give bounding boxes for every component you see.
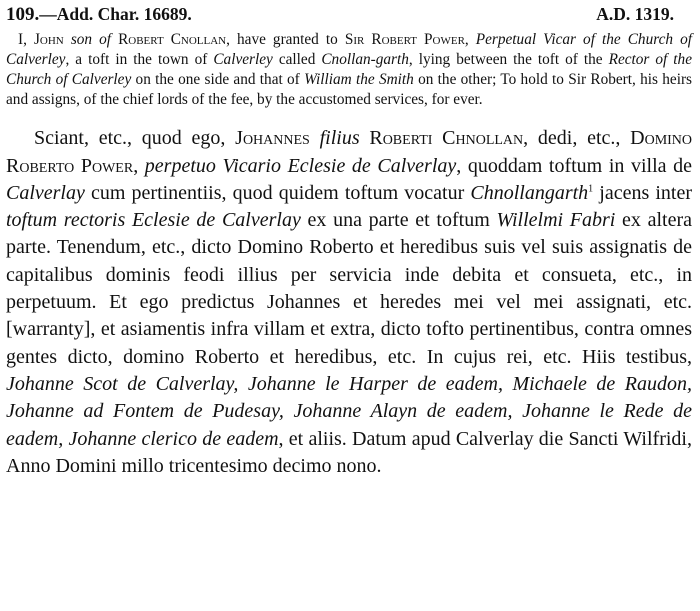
abstract-text: I, [18, 31, 34, 48]
abstract-name: John [33, 31, 64, 48]
abstract-text: , have granted to [226, 31, 345, 48]
latin-name: Johannes [235, 127, 310, 150]
abstract-text: , a toft in the town of [65, 51, 214, 68]
latin-name: Domino Roberto Power [6, 127, 693, 177]
latin-segment: Sciant, etc., quod ego, [34, 127, 236, 150]
latin-italic: Chnollangarth [470, 181, 589, 204]
latin-italic: filius [319, 127, 360, 150]
witness-list: Johanne Scot de Calverlay, Johanne le Harper de eadem, Michaele de Raudon, Johanne ad Fontem de Pudesay, Johanne Alayn de eadem, Johanne le Rede de eadem, Johanne clerico de eadem [6, 372, 692, 450]
english-abstract [6, 30, 692, 110]
latin-segment: , [133, 154, 145, 177]
latin-italic: toftum rectoris Eclesie de Calverlay [6, 209, 301, 232]
latin-segment: cum pertinentiis, quod quidem toftum vocatur [84, 181, 471, 204]
footnote-marker: 1 [588, 183, 594, 195]
abstract-name: Sir Robert Power [344, 31, 465, 48]
latin-segment: , dedi, etc., [523, 127, 631, 150]
abstract-text: , [464, 31, 476, 48]
latin-italic: Calverlay [6, 181, 85, 204]
latin-segment: , et aliis. Datum apud Calverlay die Sancti Wilfridi, Anno Domini millo tricentesimo decimo nono. [6, 427, 692, 477]
latin-segment: ex una parte et toftum [300, 209, 497, 232]
entry-number: 109. [6, 4, 40, 25]
abstract-italic: Cnollan-garth [321, 51, 409, 68]
entry-date: A.D. 1319. [596, 4, 674, 24]
abstract-text: , lying between the toft of the [408, 51, 609, 68]
latin-text [6, 125, 692, 480]
entry-heading [6, 4, 692, 26]
latin-italic: perpetuo Vicario Eclesie de Calverlay [144, 154, 457, 177]
abstract-italic: Calverley [213, 51, 273, 68]
charter-reference: —Add. Char. 16689. [39, 4, 192, 24]
latin-segment: , quoddam toftum in villa de [456, 154, 693, 177]
entry-reference [6, 4, 192, 26]
latin-name: Roberti Chnollan [369, 127, 524, 150]
latin-segment: jacens inter [593, 181, 692, 204]
abstract-italic: Perpetual Vicar of the Church of Calverley [6, 31, 692, 68]
abstract-text: on the other; To hold to Sir Robert, his heirs and assigns, of the chief lords of the fee, by the accustomed services, for ever. [6, 71, 692, 108]
abstract-italic: Rector of the Church of Calverley [6, 51, 692, 88]
abstract-name: Robert Cnollan [118, 31, 227, 48]
latin-segment: ex altera parte. Tenendum, etc., dicto Domino Roberto et heredibus suis vel suis assignatis de capitalibus dominis feodi illius per servicia inde debita et consueta, etc., in perpetuum. Et ego predictus Johannes et heredes mei vel mei assignati, etc. [warranty], et asiamentis infra villam et extra, dicto tofto pertinentibus, contra omnes gentes dicto, domino Roberto et heredibus, etc. In cujus rei, etc. Hiis testibus, [6, 209, 692, 368]
abstract-text: called [272, 51, 322, 68]
latin-italic: Willelmi Fabri [496, 209, 616, 232]
abstract-italic: son of [63, 31, 119, 48]
abstract-italic: William the Smith [304, 71, 414, 88]
abstract-text: on the one side and that of [131, 71, 305, 88]
